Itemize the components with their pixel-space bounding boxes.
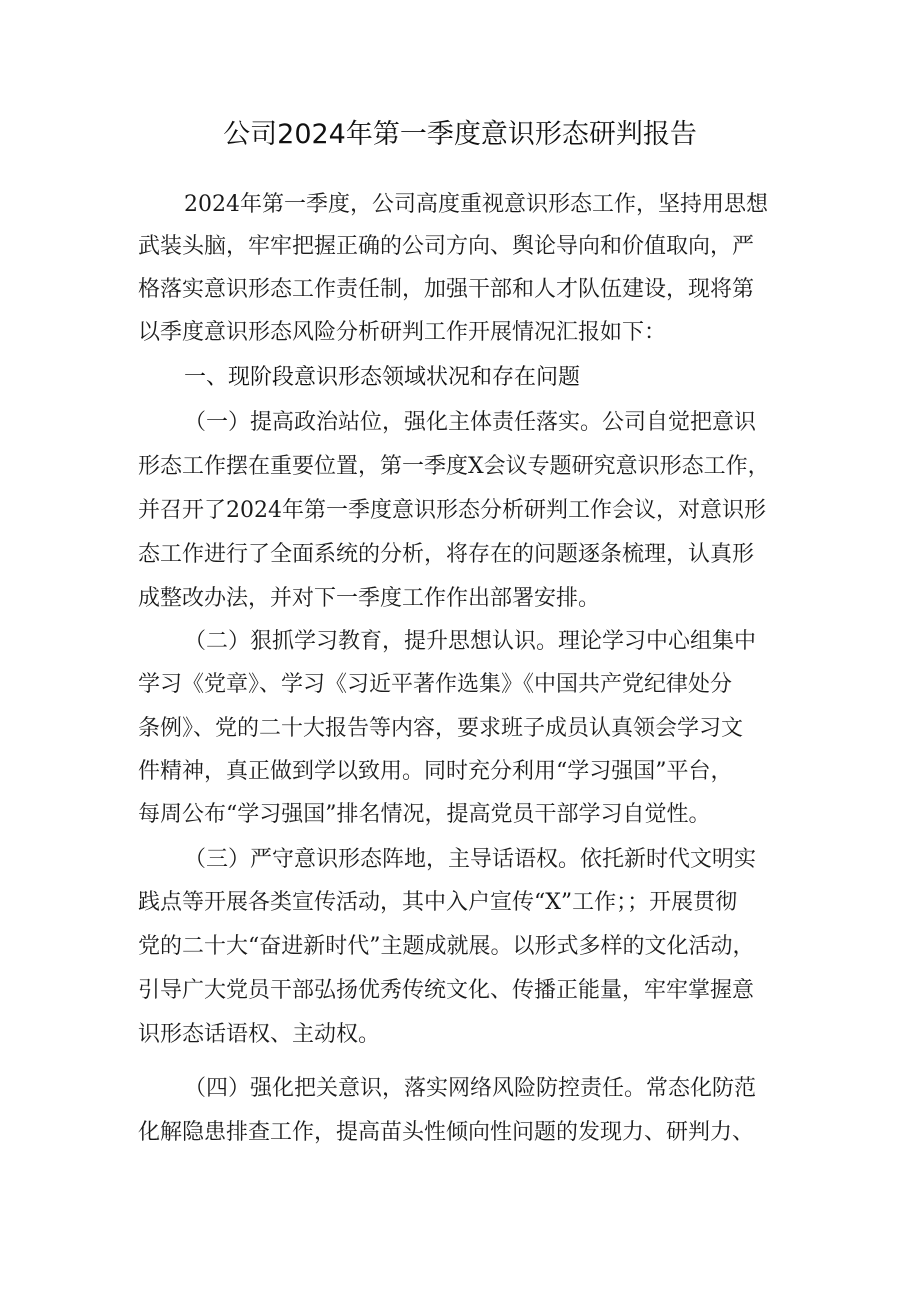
paragraph-line: （三）严守意识形态阵地，主导话语权。依托新时代文明实 <box>184 847 757 872</box>
paragraph-line: 并召开了2024年第一季度意识形态分析研判工作会议，对意识形 <box>138 498 766 523</box>
paragraph-line: 化解隐患排查工作，提高苗头性倾向性问题的发现力、研判力、 <box>138 1120 755 1145</box>
document-title: 公司2024年第一季度意识形态研判报告 <box>223 119 697 150</box>
paragraph-line: 条例》、党的二十大报告等内容，要求班子成员认真领会学习文 <box>138 716 744 741</box>
paragraph-line: 形态工作摆在重要位置，第一季度X会议专题研究意识形态工作， <box>138 454 770 479</box>
section-heading: 一、现阶段意识形态领域状况和存在问题 <box>184 365 581 390</box>
paragraph-line: 引导广大党员干部弘扬优秀传统文化、传播正能量，牢牢掌握意 <box>138 978 755 1003</box>
paragraph-line: 成整改办法，并对下一季度工作作出部署安排。 <box>138 586 601 611</box>
paragraph-line: 件精神，真正做到学以致用。同时充分利用“学习强国”平台， <box>138 759 733 784</box>
paragraph-line: 武装头脑，牢牢把握正确的公司方向、舆论导向和价值取向，严 <box>138 234 755 259</box>
paragraph-line: （二）狠抓学习教育，提升思想认识。理论学习中心组集中 <box>184 629 757 654</box>
paragraph-line: 识形态话语权、主动权。 <box>138 1022 381 1047</box>
paragraph-line: 格落实意识形态工作责任制，加强干部和人才队伍建设，现将第 <box>138 277 755 302</box>
paragraph-line: 学习《党章》、学习《习近平著作选集》《中国共产党纪律处分 <box>138 672 733 697</box>
paragraph-line: 以季度意识形态风险分析研判工作开展情况汇报如下： <box>138 320 667 345</box>
paragraph-line: 态工作进行了全面系统的分析，将存在的问题逐条梳理，认真形 <box>138 542 755 567</box>
paragraph-line: 2024年第一季度，公司高度重视意识形态工作，坚持用思想 <box>184 192 768 217</box>
paragraph-line: 党的二十大“奋进新时代”主题成就展。以形式多样的文化活动， <box>138 934 755 959</box>
paragraph-line: （四）强化把关意识，落实网络风险防控责任。常态化防范 <box>184 1076 757 1101</box>
paragraph-line: 践点等开展各类宣传活动，其中入户宣传“X”工作；；开展贯彻 <box>138 890 738 915</box>
paragraph-line: （一）提高政治站位，强化主体责任落实。公司自觉把意识 <box>184 410 757 435</box>
paragraph-line: 每周公布“学习强国”排名情况，提高党员干部学习自觉性。 <box>138 802 711 827</box>
